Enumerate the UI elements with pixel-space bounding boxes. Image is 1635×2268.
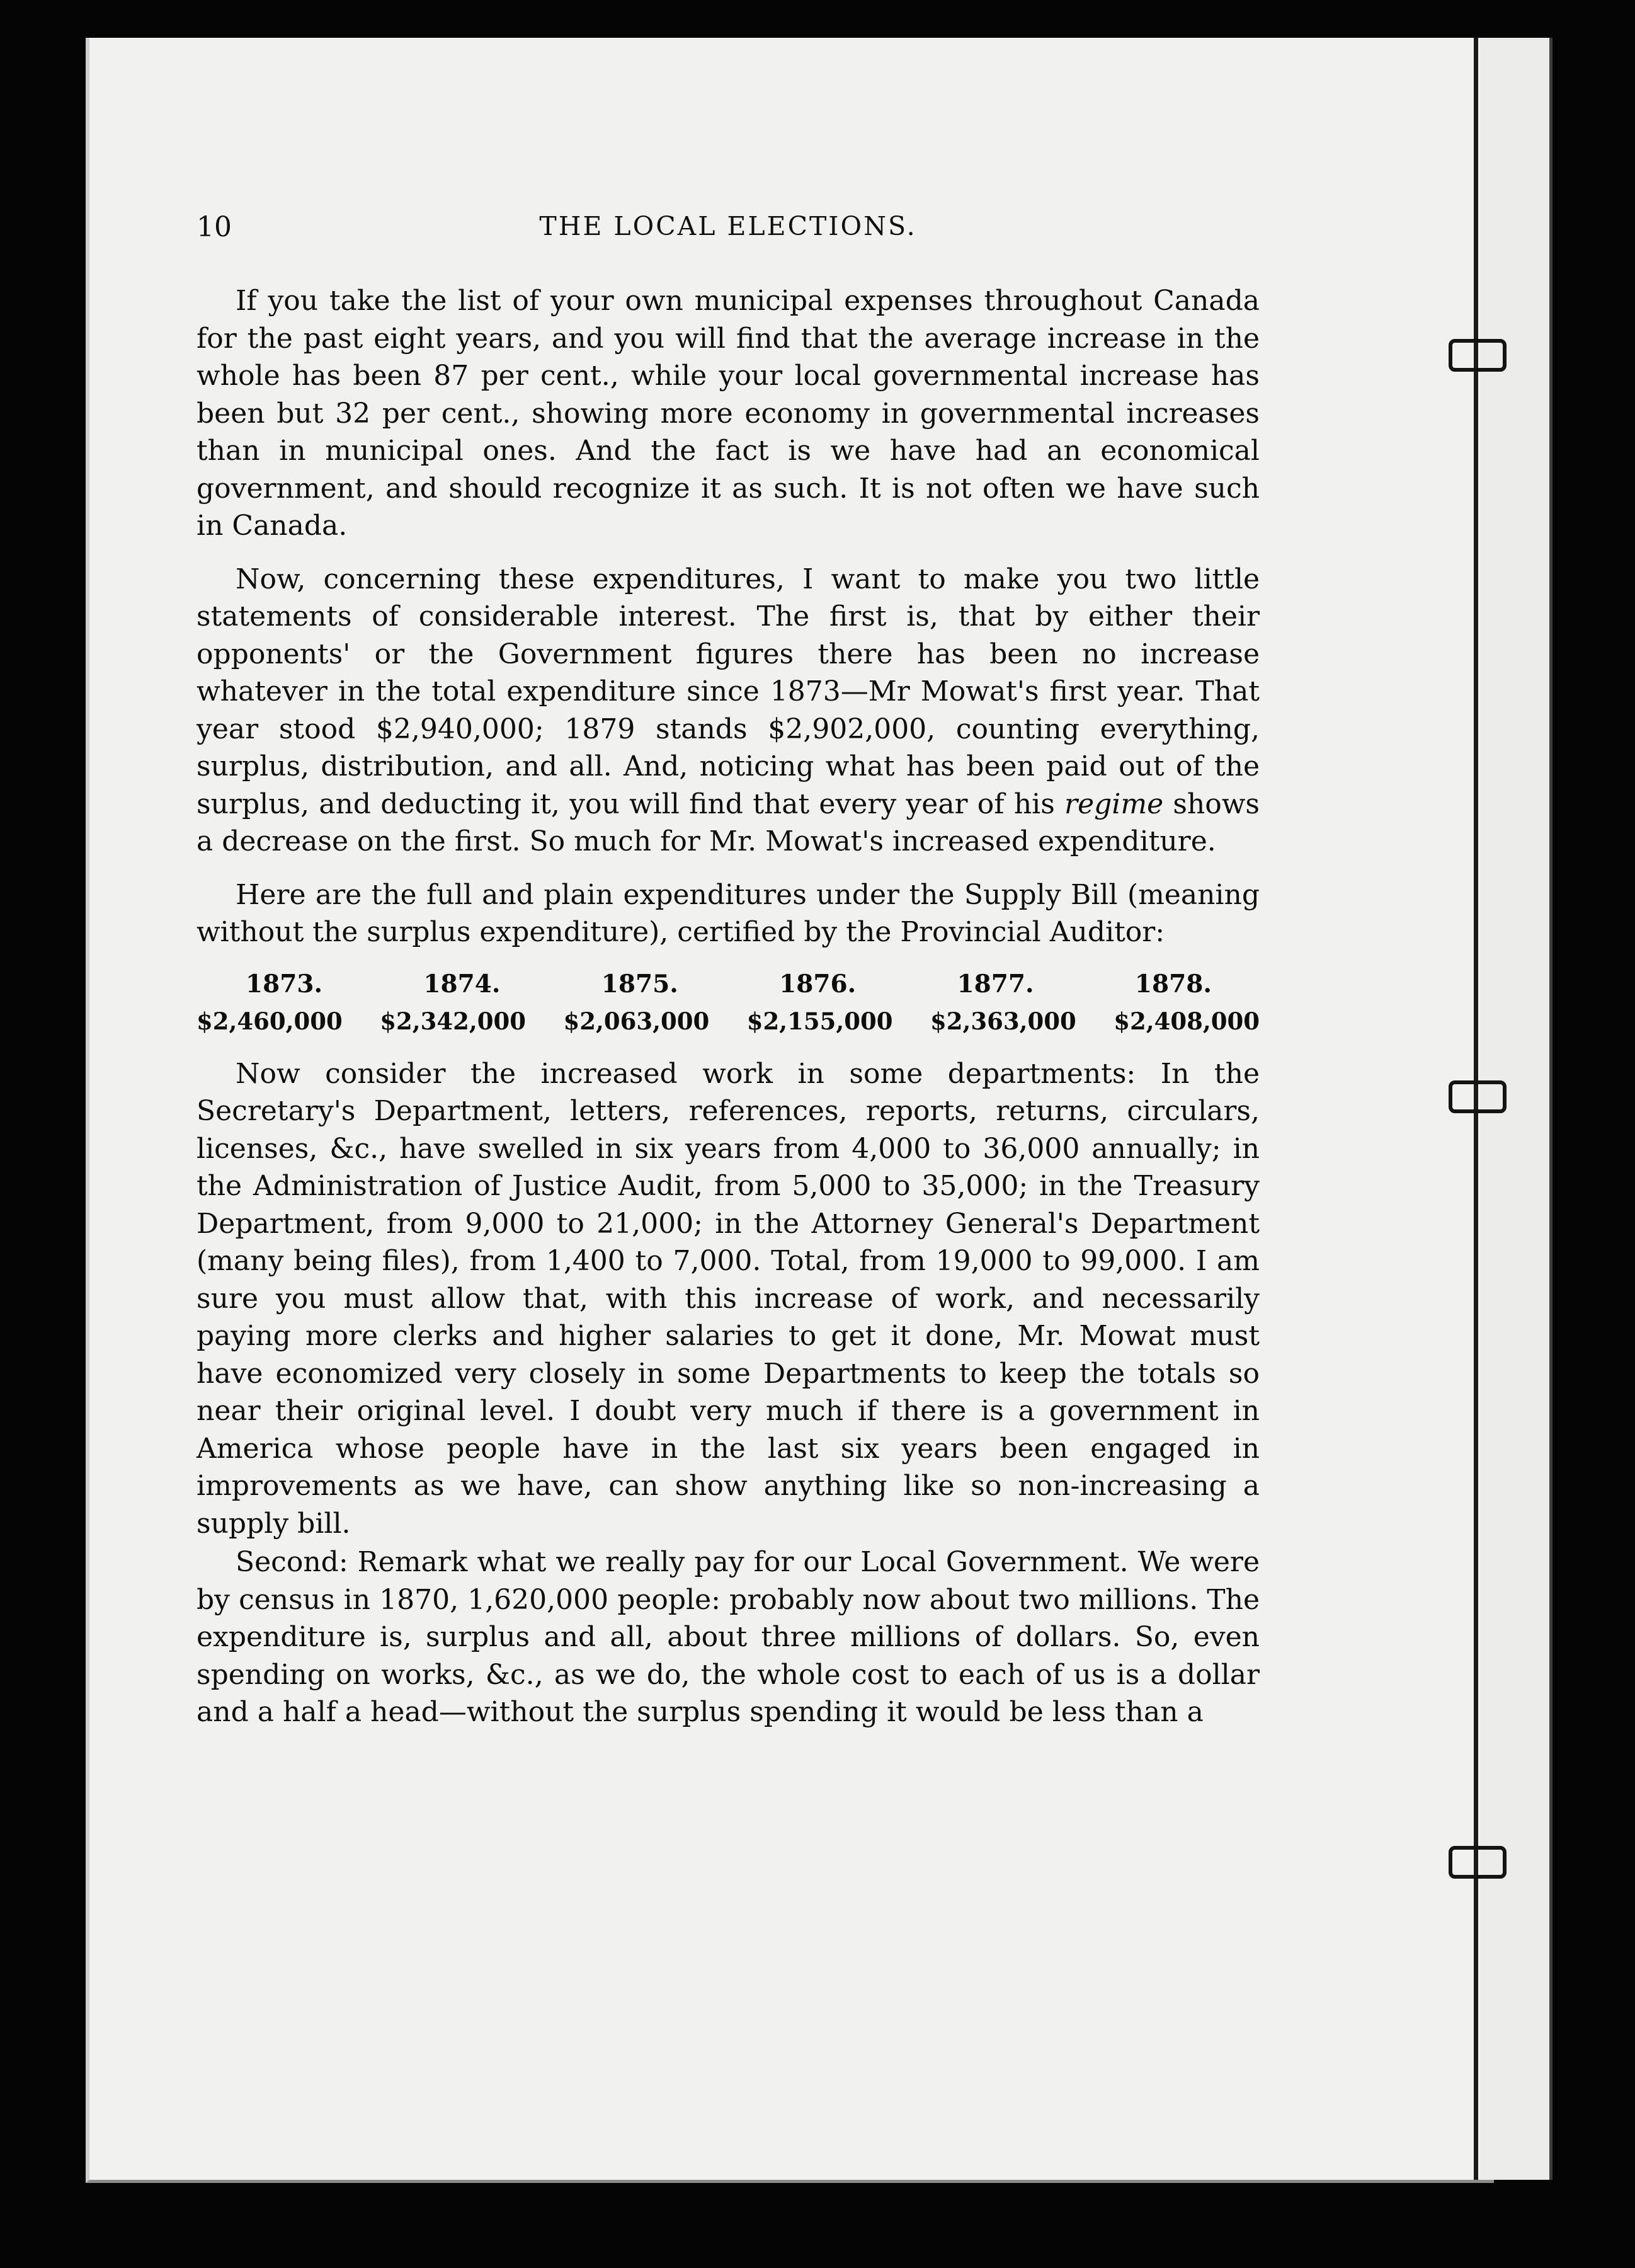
table-cell-year: 1875. xyxy=(601,969,678,999)
table-row-amounts xyxy=(197,1003,1260,1040)
paragraph-increased-work: Now consider the increased work in some departments: In the Secretary's Department, letters, references, reports, returns, circulars, licenses, &c., have swelled in six years from 4,000 to 36,000 annually; in the Administration of Justice Audit, from 5,000 to 35,000; in the Treasury Department, from 9,000 to 21,000; in the Attorney General's Department (many being files), from 1,400 to 7,000. Total, from 19,000 to 99,000. I am sure you must allow that, with this increase of work, and necessarily paying more clerks and higher salaries to get it done, Mr. Mowat must have economized very closely in some Departments to keep the totals so near their original level. I doubt very much if there is a government in America whose people have in the last six years been engaged in improvements as we have, can show anything like so non-increasing a supply bill. xyxy=(197,1057,1260,1540)
page-header xyxy=(197,211,1260,249)
table-cell-year: 1876. xyxy=(779,969,857,999)
table-row-years xyxy=(197,965,1260,1003)
paragraph-expenditures-text: Now, concerning these expenditures, I want to make you two little statements of considerable interest. The first is, that by either their opponents' or the Government figures there has been no increase whatever in the total expenditure since 1873—Mr Mowat's first year. That year stood $2,940,000; 1879 stands $2,902,000, counting everything, surplus, distribution, and all. And, noticing what has been paid out of the surplus, and deducting it, you will find that every year of his xyxy=(197,563,1260,820)
table-cell-amount: $2,155,000 xyxy=(746,1007,893,1035)
table-cell-year: 1874. xyxy=(423,969,501,999)
paragraph-municipal-expenses: If you take the list of your own municipal expenses throughout Canada for the past eight years, and you will find that the average increase in the whole has been 87 per cent., while your local governmental increase has been but 32 per cent., showing more economy in governmental increases than in municipal ones. And the fact is we have had an economical government, and should recognize it as such. It is not often we have such in Canada. xyxy=(197,285,1260,542)
paragraph-expenditures xyxy=(197,561,1260,861)
binding-clip-icon xyxy=(1449,339,1507,372)
paragraph-expenditures-text-end: shows a decrease on the first. So much for Mr. Mowat's increased expenditure. xyxy=(197,788,1260,857)
table-cell-year: 1877. xyxy=(957,969,1034,999)
table-cell-amount: $2,342,000 xyxy=(380,1007,526,1035)
page-number: 10 xyxy=(197,211,232,243)
table-cell-amount: $2,408,000 xyxy=(1114,1007,1260,1035)
paragraph-supply-bill: Here are the full and plain expenditures under the Supply Bill (meaning without the surplus expenditure), certified by the Provincial Auditor: xyxy=(197,878,1260,948)
body-text xyxy=(197,282,1260,1731)
binding-clip-icon xyxy=(1449,1846,1507,1879)
italic-term: regime xyxy=(1064,788,1164,820)
table-cell-amount: $2,363,000 xyxy=(930,1007,1076,1035)
table-cell-year: 1878. xyxy=(1134,969,1212,999)
table-cell-year: 1873. xyxy=(246,969,323,999)
table-cell-amount: $2,063,000 xyxy=(563,1007,710,1035)
binding-clip-icon xyxy=(1449,1080,1507,1113)
expenditure-table xyxy=(197,965,1260,1040)
paragraph-local-government-cost: Second: Remark what we really pay for our Local Government. We were by census in 1870, 1,620,000 people: probably now about two millions. The expenditure is, surplus and all, about three millions of dollars. So, even spending on works, &c., as we do, the whole cost to each of us is a dollar and a half a head—without the surplus spending it would be less than a xyxy=(197,1546,1260,1728)
table-cell-amount: $2,460,000 xyxy=(197,1007,343,1035)
running-head: THE LOCAL ELECTIONS. xyxy=(539,211,917,241)
